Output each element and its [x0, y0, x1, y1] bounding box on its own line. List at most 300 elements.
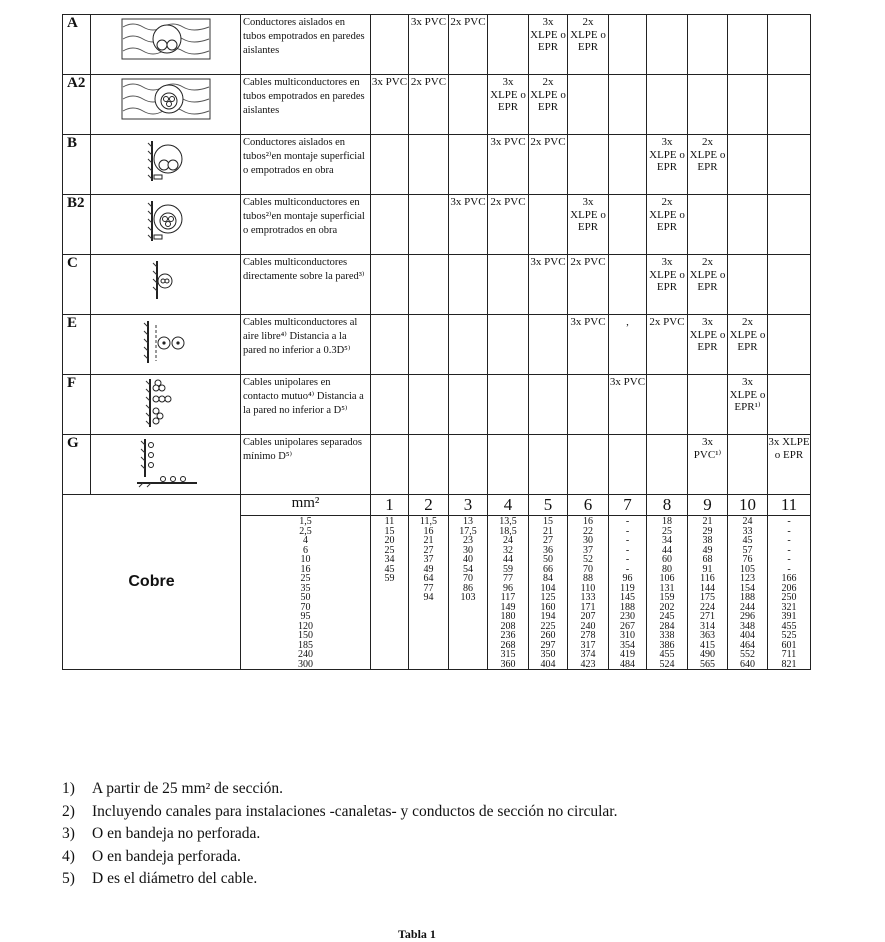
ampacity-value: 180	[500, 611, 516, 622]
section-value: 35	[300, 582, 311, 594]
table-body	[63, 15, 811, 670]
ampacity-value: 88	[583, 573, 593, 584]
section-value: 50	[300, 592, 311, 603]
ampacity-value: 24	[503, 535, 513, 546]
cable-type-cell	[768, 195, 811, 255]
ampacity-value	[371, 593, 408, 603]
cable-type-cell	[371, 435, 409, 495]
ampacity-value: -	[787, 535, 791, 546]
cable-type-cell	[688, 375, 728, 435]
ampacity-value: 145	[620, 592, 635, 603]
ampacity-value: -	[625, 544, 630, 556]
surface-conduit-multi-icon	[91, 197, 240, 245]
ampacity-value: 419	[620, 649, 635, 660]
cable-type-cell: 2x PVC	[529, 135, 568, 195]
ampacity-value: -	[787, 563, 791, 575]
ampacity-value: 525	[781, 630, 797, 641]
ampacity-value: 25	[384, 544, 395, 556]
cable-type-cell	[371, 315, 409, 375]
installation-diagram	[91, 375, 241, 435]
ampacity-value: 240	[580, 620, 596, 632]
footnote	[62, 823, 617, 846]
cable-type-cell	[609, 15, 647, 75]
ampacity-value: 25	[662, 525, 672, 537]
ampacity-value: 94	[423, 592, 434, 603]
cable-type-cell	[409, 315, 449, 375]
cable-type-cell: 2x PVC	[409, 75, 449, 135]
column-number: 3	[449, 495, 488, 516]
footnote-text: Incluyendo canales para instalaciones -canaletas- y conductos de sección no circular.	[92, 802, 618, 820]
ampacity-value: 464	[740, 639, 755, 651]
ampacity-value	[371, 584, 408, 594]
ampacity-value: 86	[463, 582, 473, 594]
cable-type-cell	[568, 375, 609, 435]
ampacity-column	[768, 516, 811, 670]
ampacity-value: 110	[580, 582, 596, 594]
ampacity-value	[371, 650, 408, 660]
cable-type-cell	[449, 135, 488, 195]
cable-type-cell: 2x XLPE o EPR	[529, 75, 568, 135]
ampacity-value: 16	[583, 516, 593, 527]
cable-type-cell: 3x PVC	[609, 375, 647, 435]
ampacity-value	[409, 660, 448, 670]
single-core-spaced-icon	[91, 437, 240, 489]
cable-type-cell	[449, 315, 488, 375]
ampacity-value: 84	[543, 573, 553, 584]
ampacity-value: 18	[662, 516, 672, 527]
ampacity-value: 404	[540, 658, 556, 670]
footnote-text: D es el diámetro del cable.	[92, 870, 258, 887]
section-value: 6	[303, 544, 308, 556]
cable-type-cell: 3x XLPE o EPR	[568, 195, 609, 255]
ampacity-value: 386	[659, 639, 675, 651]
section-value: 120	[298, 620, 313, 632]
cable-type-cell: 2x XLPE o EPR	[647, 195, 688, 255]
section-value: 150	[298, 630, 313, 641]
ampacity-column	[449, 516, 488, 670]
method-description: Cables multiconductores directamente sobre la pared³⁾	[241, 255, 371, 315]
ampacity-value	[449, 603, 487, 613]
ampacity-value: 27	[423, 544, 434, 556]
cable-type-cell: 3x XLPE o EPR	[488, 75, 529, 135]
footnote	[62, 868, 617, 891]
ampacity-value: 363	[700, 630, 715, 641]
ampacity-value: 260	[540, 630, 556, 641]
cable-type-cell	[768, 375, 811, 435]
method-description: Conductores aislados en tubos²⁾en montaje superficial o empotrados en obra	[241, 135, 371, 195]
insulated-wall-conduit-multi-icon	[91, 77, 240, 121]
column-number: 7	[609, 495, 647, 516]
ampacity-value: 278	[580, 630, 596, 641]
ampacity-value: 149	[500, 601, 516, 613]
ampacity-value: 207	[580, 611, 596, 622]
cable-type-cell: 3x PVC	[529, 255, 568, 315]
ampacity-value: 23	[463, 535, 473, 546]
cable-type-cell	[409, 195, 449, 255]
ampacity-value: 29	[702, 525, 713, 537]
ampacity-value: 225	[540, 620, 556, 632]
ampacity-value: 271	[700, 611, 715, 622]
method-label: B	[63, 135, 91, 195]
ampacity-value: -	[787, 516, 791, 527]
ampacity-value: 490	[700, 649, 715, 660]
ampacity-value: 455	[781, 620, 797, 632]
column-number: 2	[409, 495, 449, 516]
ampacity-value: 404	[740, 630, 755, 641]
cable-type-cell: 3x XLPE o EPR	[647, 255, 688, 315]
cable-type-cell	[609, 75, 647, 135]
ampacity-value: 188	[740, 592, 755, 603]
section-value: 2,5	[299, 525, 312, 537]
footnote-number: 3)	[62, 825, 75, 842]
ampacity-value	[449, 631, 487, 641]
cable-type-cell	[728, 255, 768, 315]
ampacity-value: 104	[540, 582, 556, 594]
ampacity-value: 310	[620, 630, 635, 641]
method-row	[63, 15, 811, 75]
ampacity-value: 21	[702, 516, 713, 527]
cable-type-cell	[728, 15, 768, 75]
cable-type-cell: ,	[609, 315, 647, 375]
footnote-text: A partir de 25 mm² de sección.	[92, 780, 284, 797]
ampacity-value: 119	[620, 582, 635, 594]
ampacity-value: 76	[742, 554, 753, 565]
footnote-number: 1)	[62, 780, 75, 797]
ampacity-value: 208	[500, 620, 516, 632]
cable-type-cell	[728, 195, 768, 255]
section-column	[241, 516, 371, 670]
ampacity-value	[409, 641, 448, 651]
footnote	[62, 846, 617, 869]
ampacity-value: 40	[463, 554, 473, 565]
cable-type-cell	[449, 75, 488, 135]
ampacity-column	[728, 516, 768, 670]
cable-type-cell	[568, 75, 609, 135]
column-number: 9	[688, 495, 728, 516]
ampacity-value	[371, 622, 408, 632]
ampacity-value: -	[625, 516, 630, 527]
ampacity-value: 354	[620, 639, 635, 651]
ampacity-value: 565	[700, 658, 715, 670]
ampacity-value: 15	[384, 525, 395, 537]
column-number: 1	[371, 495, 409, 516]
ampacity-value: -	[787, 525, 791, 537]
ampacity-value: 338	[659, 630, 675, 641]
cable-type-cell	[609, 435, 647, 495]
ampacity-value: 57	[742, 544, 753, 556]
ampacity-value	[409, 612, 448, 622]
method-label: A	[63, 15, 91, 75]
ampacity-value: 68	[702, 554, 713, 565]
ampacity-value: 24	[742, 516, 753, 527]
cable-type-cell	[768, 255, 811, 315]
single-core-touching-icon	[91, 377, 240, 429]
column-number: 8	[647, 495, 688, 516]
method-row	[63, 315, 811, 375]
ampacity-value: 16	[423, 525, 434, 537]
ampacity-value: 133	[580, 592, 596, 603]
section-value: 25	[300, 573, 311, 584]
cable-type-cell: 2x XLPE o EPR	[688, 255, 728, 315]
cable-type-cell	[647, 75, 688, 135]
ampacity-value	[449, 641, 487, 651]
ampacity-value: 640	[740, 658, 755, 670]
ampacity-value: 27	[543, 535, 553, 546]
method-description: Cables multiconductores en tubos²⁾en montaje superficial o emprotrados en obra	[241, 195, 371, 255]
ampacity-value: 50	[543, 554, 553, 565]
ampacity-value: 21	[543, 525, 553, 537]
method-description: Cables multiconductores al aire libre⁴⁾ Distancia a la pared no inferior a 0.3D⁵⁾	[241, 315, 371, 375]
section-value: 1,5	[299, 516, 312, 527]
cable-type-cell	[609, 255, 647, 315]
ampacity-value: 821	[781, 658, 797, 670]
ampacity-value: 66	[543, 563, 553, 575]
ampacity-value	[371, 631, 408, 641]
ampacity-value: 59	[503, 563, 513, 575]
method-row	[63, 195, 811, 255]
cable-type-cell: 3x PVC	[568, 315, 609, 375]
ampacity-value: 106	[659, 573, 675, 584]
ampacity-column	[529, 516, 568, 670]
ampacity-value: 32	[503, 544, 513, 556]
ampacity-value: 154	[740, 582, 755, 594]
surface-conduit-single-icon	[91, 137, 240, 185]
ampacity-value: 194	[540, 611, 556, 622]
cable-type-cell	[647, 435, 688, 495]
cable-type-cell	[688, 15, 728, 75]
ampacity-value	[409, 631, 448, 641]
ampacity-value: 350	[540, 649, 556, 660]
ampacity-value: 552	[740, 649, 755, 660]
ampacity-value: 20	[384, 535, 395, 546]
insulated-wall-conduit-single-icon	[91, 17, 240, 61]
cable-type-cell: 2x XLPE o EPR	[688, 135, 728, 195]
section-value: 240	[298, 649, 313, 660]
ampacity-value: 33	[742, 525, 753, 537]
ampacity-column	[371, 516, 409, 670]
ampacity-value: 37	[423, 554, 434, 565]
cable-type-cell	[371, 135, 409, 195]
ampacity-value: 64	[423, 573, 434, 584]
cable-type-cell	[768, 75, 811, 135]
cable-type-cell	[688, 75, 728, 135]
ampacity-value: -	[625, 554, 630, 565]
page-footer: Tabla 1	[398, 927, 436, 941]
ampacity-value: 34	[384, 554, 395, 565]
ampacity-value: 224	[700, 601, 715, 613]
method-description: Cables unipolares en contacto mutuo⁴⁾ Distancia a la pared no inferior a D⁵⁾	[241, 375, 371, 435]
cable-type-cell	[609, 135, 647, 195]
cable-type-cell: 2x PVC	[647, 315, 688, 375]
ampacity-value: 105	[740, 563, 755, 575]
ampacity-value: -	[787, 544, 791, 556]
ampacity-value: 45	[384, 563, 395, 575]
ampacity-value: 244	[740, 601, 755, 613]
ampacity-value: -	[787, 554, 791, 565]
cable-type-cell: 3x PVC	[371, 75, 409, 135]
installation-diagram	[91, 435, 241, 495]
cable-type-cell	[371, 255, 409, 315]
ampacity-value: 175	[700, 592, 715, 603]
ampacity-column	[688, 516, 728, 670]
footnote-text: O en bandeja perforada.	[92, 847, 241, 865]
footnote-number: 2)	[62, 802, 75, 820]
ampacity-value: 52	[583, 554, 593, 565]
ampacity-value: 268	[500, 639, 516, 651]
section-value: 16	[300, 563, 311, 575]
cable-type-cell	[529, 195, 568, 255]
ampacity-value: -	[625, 525, 630, 537]
cable-type-cell: 3x PVC	[449, 195, 488, 255]
method-description: Cables multiconductores en tubos empotrados en paredes aislantes	[241, 75, 371, 135]
cable-type-cell	[371, 195, 409, 255]
ampacity-value: 77	[503, 573, 513, 584]
cable-type-cell	[568, 435, 609, 495]
ampacity-value: 96	[622, 573, 633, 584]
ampacity-value: 80	[662, 563, 672, 575]
method-row	[63, 255, 811, 315]
ampacity-value: 123	[740, 573, 755, 584]
ampacity-value: -	[625, 535, 630, 546]
section-value: 70	[300, 601, 311, 613]
ampacity-value: 267	[620, 620, 635, 632]
ampacity-value: 17,5	[459, 525, 477, 537]
ampacity-value: 144	[700, 582, 715, 594]
ampacity-value: 245	[659, 611, 675, 622]
method-label: A2	[63, 75, 91, 135]
ampacity-value: 13	[463, 516, 473, 527]
cable-type-cell	[488, 375, 529, 435]
cable-type-cell	[728, 435, 768, 495]
cable-type-cell	[371, 375, 409, 435]
cable-type-cell: 3x XLPE o EPR	[688, 315, 728, 375]
ampacity-value: 250	[781, 592, 797, 603]
cable-on-wall-icon	[91, 257, 240, 303]
column-number: 5	[529, 495, 568, 516]
method-row	[63, 75, 811, 135]
ampacity-value: 524	[659, 658, 675, 670]
ampacity-value: 103	[460, 592, 476, 603]
ampacity-value: 296	[740, 611, 755, 622]
section-value: 300	[298, 658, 313, 670]
ampacity-value: 160	[540, 601, 556, 613]
ampacity-value: 13,5	[499, 516, 517, 527]
ampacity-value: 38	[702, 535, 713, 546]
ampacity-value: 77	[423, 582, 434, 594]
ampacity-value: 15	[543, 516, 553, 527]
ampacity-value: 374	[580, 649, 596, 660]
cable-type-cell	[449, 375, 488, 435]
ampacity-value: 125	[540, 592, 556, 603]
ampacity-value	[409, 650, 448, 660]
ampacity-column	[609, 516, 647, 670]
cable-type-cell	[409, 135, 449, 195]
ampacity-value: 96	[503, 582, 513, 594]
cable-type-cell: 3x XLPE o EPR¹⁾	[728, 375, 768, 435]
cable-type-cell	[768, 135, 811, 195]
cable-type-cell	[409, 435, 449, 495]
ampacity-value: 70	[583, 563, 593, 575]
section-value: 10	[300, 554, 311, 565]
cable-type-cell	[529, 435, 568, 495]
ampacity-value: 36	[543, 544, 553, 556]
ampacity-value: 30	[463, 544, 473, 556]
cable-type-cell	[529, 315, 568, 375]
ampacity-value: 21	[423, 535, 434, 546]
ampacity-value: 188	[620, 601, 635, 613]
installation-diagram	[91, 315, 241, 375]
cable-type-cell: 2x PVC	[488, 195, 529, 255]
method-row	[63, 435, 811, 495]
cable-type-cell: 2x PVC	[449, 15, 488, 75]
ampacity-value	[371, 612, 408, 622]
cable-type-cell	[488, 255, 529, 315]
ampacity-value: 236	[500, 630, 516, 641]
ampacity-value: 22	[583, 525, 593, 537]
ampacity-value: 91	[702, 563, 713, 575]
ampacity-value: 11,5	[419, 516, 438, 527]
method-description: Conductores aislados en tubos empotrados en paredes aislantes	[241, 15, 371, 75]
ampacity-value: 297	[540, 639, 556, 651]
ampacity-value: 117	[500, 592, 516, 603]
installation-diagram	[91, 135, 241, 195]
ampacity-value: 202	[659, 601, 675, 613]
footnote	[62, 778, 617, 801]
installation-diagram	[91, 15, 241, 75]
ampacity-value: -	[625, 563, 630, 575]
section-value: 4	[303, 535, 308, 546]
ampacity-value	[371, 660, 408, 670]
cable-type-cell	[688, 195, 728, 255]
ampacity-value: 284	[659, 620, 675, 632]
cable-type-cell	[488, 315, 529, 375]
ampacity-value: 423	[580, 658, 596, 670]
method-row	[63, 135, 811, 195]
cable-type-cell	[488, 435, 529, 495]
ampacity-value	[409, 603, 448, 613]
ampacity-value: 49	[702, 544, 713, 556]
ampacity-value: 131	[659, 582, 675, 594]
footnotes	[62, 778, 617, 891]
cable-type-cell: 2x XLPE o EPR	[728, 315, 768, 375]
cable-type-cell	[728, 75, 768, 135]
method-label: G	[63, 435, 91, 495]
ampacity-value: 11	[384, 516, 395, 527]
ampacity-value: 159	[659, 592, 675, 603]
ampacity-value: 230	[620, 611, 635, 622]
column-number: 4	[488, 495, 529, 516]
method-label: C	[63, 255, 91, 315]
cable-type-cell: 3x PVC¹⁾	[688, 435, 728, 495]
ampacity-value: 34	[662, 535, 672, 546]
footnote-number: 4)	[62, 847, 75, 865]
installation-diagram	[91, 195, 241, 255]
method-label: F	[63, 375, 91, 435]
ampacity-value: 54	[463, 563, 473, 575]
cable-free-air-icon	[91, 317, 240, 367]
cable-type-cell: 3x XLPE o EPR	[768, 435, 811, 495]
footnote-number: 5)	[62, 870, 75, 887]
ampacity-column	[409, 516, 449, 670]
cable-type-cell	[449, 435, 488, 495]
cable-type-cell	[728, 135, 768, 195]
cable-type-cell: 2x XLPE o EPR	[568, 15, 609, 75]
ampacity-value: 360	[500, 658, 516, 670]
cable-type-cell	[371, 15, 409, 75]
material-label: Cobre	[63, 495, 241, 670]
ampacity-value: 30	[583, 535, 593, 546]
unit-header: mm²	[241, 495, 371, 516]
